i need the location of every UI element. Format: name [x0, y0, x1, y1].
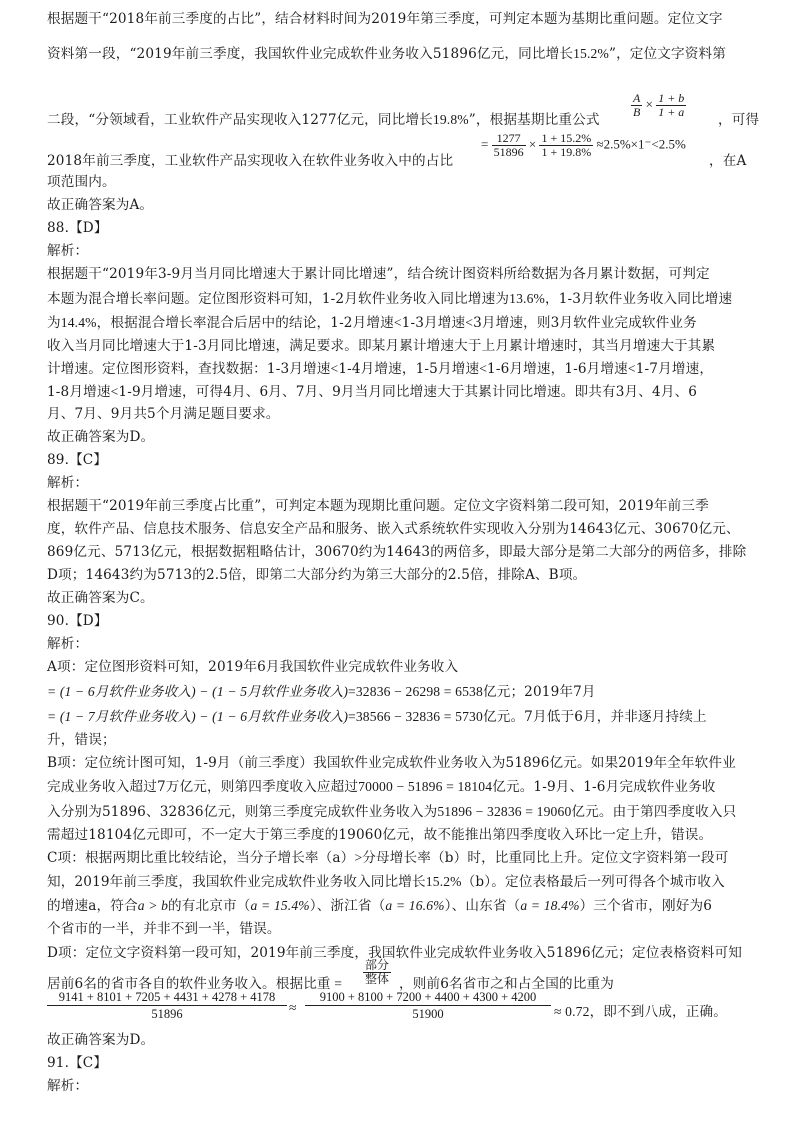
answer-line: 故正确答案为C。: [47, 590, 154, 606]
text-line: 根据题干“2019年3-9月当月同比增速大于累计同比增速”，结合统计图资料所给数据为各月累计数据，可判定: [47, 266, 710, 282]
text-line: 1-8月增速<1-9月增速，可得4月、6月、7月、9月当月同比增速大于其累计同比增速。即共有3月、4月、6: [47, 384, 698, 400]
text-line: ，在A: [709, 153, 747, 169]
analysis-label: 解析：: [47, 243, 89, 259]
text-line: 869亿元、5713亿元，根据数据粗略估计，30670约为14643的两倍多，即最大部分是第二大部分的两倍多，排除: [47, 544, 747, 560]
answer-line: 故正确答案为D。: [47, 429, 155, 445]
text-line: 计增速。定位图形资料，查找数据：1-3月增速<1-4月增速，1-5月增速<1-6月增速，1-6月增速<1-7月增速，: [47, 361, 714, 377]
text-line: 根据题干“2018年前三季度的占比”，结合材料时间为2019年第三季度，可判定本题为基期比重问题。定位文字: [47, 11, 723, 27]
text-line: = (1 − 7月软件业务收入) − (1 − 6月软件业务收入)=38566 − 32836 = 5730亿元。7月低于6月，并非逐月持续上: [47, 709, 707, 725]
text-line: A项：定位图形资料可知，2019年6月我国软件业完成软件业务收入: [47, 659, 459, 675]
formula-sum-exact: 9141 + 8101 + 7205 + 4431 + 4278 + 4178 51896: [47, 989, 287, 1023]
analysis-label: 解析：: [47, 475, 89, 491]
answer-line: 故正确答案为A。: [47, 197, 154, 213]
analysis-label: 解析：: [47, 1078, 89, 1094]
text-line: C项：根据两期比重比较结论，当分子增长率（a）>分母增长率（b）时，比重同比上升。定位文字资料第一段可: [47, 850, 729, 866]
text-line: 的增速a，符合a > b的有北京市（a = 15.4%）、浙江省（a = 16.6%）、山东省（a = 18.4%）三个省市，刚好为6: [47, 898, 713, 914]
text-line: 度，软件产品、信息技术服务、信息安全产品和服务、嵌入式系统软件实现收入分别为14643亿元、30670亿元、: [47, 521, 740, 537]
text-line: ，则前6名省市之和占全国的比重为: [399, 976, 614, 992]
text-line: 月、7月、9月共5个月满足题目要求。: [47, 406, 280, 422]
text-line: 居前6名的省市各自的软件业务收入。根据比重 =: [47, 976, 343, 992]
text-line: = (1 − 6月软件业务收入) − (1 − 5月软件业务收入)=32836 − 26298 = 6538亿元；2019年7月: [47, 684, 596, 700]
text-line: ≈ 0.72，即不到八成，正确。: [554, 1004, 727, 1020]
formula-part-whole: $\frac{\text{部分}}{\text{整体}}$: [365, 958, 390, 986]
text-line: 完成业务收入超过7万亿元，则第四季度收入应超过70000 − 51896 = 18104亿元。1-9月、1-6月完成软件业务收: [47, 779, 716, 795]
text-line: 资料第一段，“2019年前三季度，我国软件业完成软件业务收入51896亿元，同比增长15.2%”，定位文字资料第: [47, 46, 727, 62]
question-number: 89.【C】: [47, 452, 108, 468]
analysis-label: 解析：: [47, 636, 89, 652]
text-line: 升，错误；: [47, 732, 116, 748]
text-line: 知，2019年前三季度，我国软件业完成软件业务收入同比增长15.2%（b）。定位表格最后一列可得各个城市收入: [47, 874, 725, 890]
text-line: B项：定位统计图可知，1-9月（前三季度）我国软件业完成软件业务收入为51896亿元。如果2019年全年软件业: [47, 755, 736, 771]
text-line: 本题为混合增长率问题。定位图形资料可知，1-2月软件业务收入同比增速为13.6%，1-3月软件业务收入同比增速: [47, 291, 733, 307]
text-line: D项：定位文字资料第一段可知，2019年前三季度，我国软件业完成软件业务收入51896亿元；定位表格资料可知: [47, 945, 742, 961]
text-line: 根据题干“2019年前三季度占比重”，可判定本题为现期比重问题。定位文字资料第二段可知，2019年前三季: [47, 498, 709, 514]
text-line: 个省市的一半，并非不到一半，错误。: [47, 921, 281, 937]
text-line: 二段，“分领域看，工业软件产品实现收入1277亿元，同比增长19.8%”，根据基期比重公式: [47, 112, 600, 128]
approx-sign: ≈: [289, 1000, 297, 1015]
text-line: 2018年前三季度，工业软件产品实现收入在软件业务收入中的占比: [47, 153, 454, 169]
question-number: 91.【C】: [47, 1055, 108, 1071]
answer-line: 故正确答案为D。: [47, 1032, 155, 1048]
text-line: D项；14643约为5713的2.5倍，即第二大部分约为第三大部分的2.5倍，排除A、B项。: [47, 567, 587, 583]
text-line: 需超过18104亿元即可，不一定大于第三季度的19060亿元，故不能推出第四季度收入环比一定上升，错误。: [47, 827, 713, 843]
text-line: 为14.4%，根据混合增长率混合后居中的结论，1-2月增速<1-3月增速<3月增速，则3月软件业完成软件业务: [47, 315, 697, 331]
formula-sum-rounded: 9100 + 8100 + 7200 + 4400 + 4300 + 4200 51900: [305, 989, 551, 1023]
question-number: 88.【D】: [47, 220, 108, 236]
text-line: 入分别为51896、32836亿元，则第三季度完成软件业务收入为51896 − 32836 = 19060亿元。由于第四季度收入只: [47, 804, 737, 820]
formula-calc: = $\frac{1277}{51896}$ × $\frac{1 + 15.2\%}{1 + 19.8\%}$ ≈2.5%×1⁻<2.5%: [481, 131, 686, 159]
text-line: 收入当月同比增速大于1-3月同比增速，满足要求。即某月累计增速大于上月累计增速时，其当月增速大于其累: [47, 338, 716, 354]
question-number: 90.【D】: [47, 613, 108, 629]
text-line: 项范围内。: [47, 174, 116, 190]
formula-base-ratio: $\frac{A}{B}$ × $\frac{1 + b}{1 + a}$: [633, 91, 685, 119]
text-line: ，可得: [718, 112, 760, 128]
